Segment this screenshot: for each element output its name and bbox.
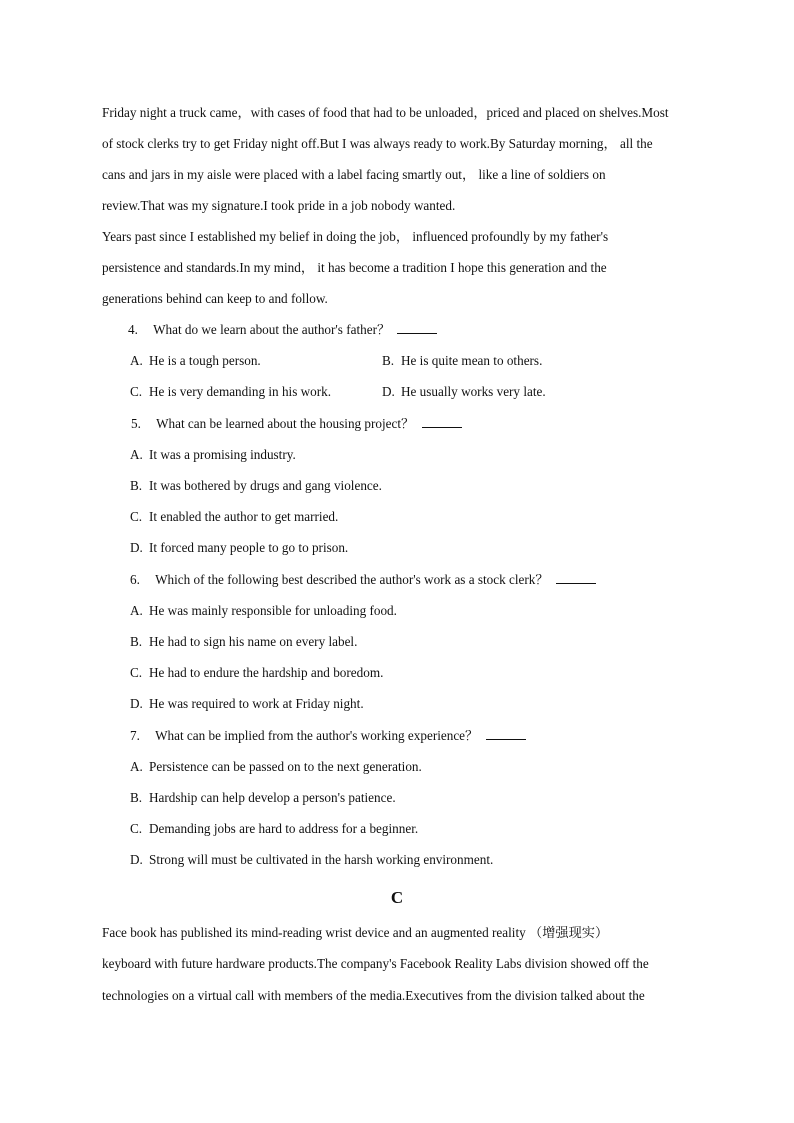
option-a [130, 351, 261, 371]
passage-line: cans and jars in my aisle were placed with a label facing smartly out， like a line of soldiers on [102, 167, 606, 182]
option-text: He was required to work at Friday night. [149, 696, 364, 711]
option-text: Hardship can help develop a person's patience. [149, 790, 396, 805]
passage-line: of stock clerks try to get Friday night off.But I was always ready to work.By Saturday morning， all the [102, 136, 653, 151]
option-a [130, 757, 422, 777]
passage-line: keyboard with future hardware products.The company's Facebook Reality Labs division showed off the [102, 956, 649, 971]
question-text: What can be learned about the housing project？ [156, 416, 415, 431]
option-text: He is very demanding in his work. [149, 384, 332, 399]
passage-line: persistence and standards.In my mind， it has become a tradition I hope this generation and the [102, 260, 607, 275]
passage-line: review.That was my signature.I took pride in a job nobody wanted. [102, 198, 456, 213]
option-d [382, 382, 546, 402]
option-letter: D. [130, 540, 143, 555]
question-7 [130, 726, 526, 746]
option-text: He had to endure the hardship and boredom. [149, 665, 384, 680]
option-text: Persistence can be passed on to the next generation. [149, 759, 422, 774]
answer-blank[interactable] [556, 571, 596, 584]
option-d [130, 850, 493, 870]
option-letter: C. [130, 384, 143, 399]
option-c [130, 507, 338, 527]
question-number: 7. [130, 728, 140, 743]
question-text: What can be implied from the author's working experience？ [155, 728, 479, 743]
answer-blank[interactable] [486, 727, 526, 740]
option-text: He usually works very late. [401, 384, 546, 399]
option-b [130, 788, 396, 808]
option-text: He is a tough person. [149, 353, 261, 368]
question-number: 5. [131, 416, 141, 431]
option-letter: C. [130, 665, 143, 680]
option-text: Demanding jobs are hard to address for a beginner. [149, 821, 419, 836]
passage-line: Face book has published its mind-reading wrist device and an augmented reality （增强现实） [102, 925, 609, 940]
section-heading: C [390, 888, 404, 907]
question-6 [130, 570, 596, 590]
option-text: He was mainly responsible for unloading food. [149, 603, 397, 618]
question-5 [131, 414, 462, 434]
option-c [130, 819, 418, 839]
question-text: What do we learn about the author's father？ [153, 322, 391, 337]
passage-line: technologies on a virtual call with members of the media.Executives from the division talked about the [102, 988, 645, 1003]
option-text: He had to sign his name on every label. [149, 634, 358, 649]
option-d [130, 694, 364, 714]
passage-line: Friday night a truck came，with cases of food that had to be unloaded，priced and placed on shelves.Most [102, 105, 669, 120]
option-letter: A. [130, 603, 143, 618]
option-b [382, 351, 542, 371]
option-text: It forced many people to go to prison. [149, 540, 349, 555]
option-letter: B. [130, 478, 143, 493]
option-text: Strong will must be cultivated in the harsh working environment. [149, 852, 494, 867]
option-letter: B. [382, 353, 395, 368]
passage-line: generations behind can keep to and follow. [102, 291, 328, 306]
option-text: It was a promising industry. [149, 447, 296, 462]
question-text: Which of the following best described the author's work as a stock clerk？ [155, 572, 549, 587]
option-text: It was bothered by drugs and gang violence. [149, 478, 382, 493]
option-c [130, 663, 383, 683]
option-text: He is quite mean to others. [401, 353, 543, 368]
option-letter: A. [130, 353, 143, 368]
option-a [130, 445, 296, 465]
question-number: 4. [128, 322, 138, 337]
option-letter: B. [130, 790, 143, 805]
option-a [130, 601, 397, 621]
option-letter: A. [130, 759, 143, 774]
option-letter: C. [130, 509, 143, 524]
option-letter: D. [130, 696, 143, 711]
option-b [130, 632, 357, 652]
option-d [130, 538, 348, 558]
answer-blank[interactable] [397, 321, 437, 334]
option-letter: B. [130, 634, 143, 649]
option-c [130, 382, 331, 402]
option-letter: D. [382, 384, 395, 399]
option-letter: D. [130, 852, 143, 867]
answer-blank[interactable] [422, 415, 462, 428]
passage-line: Years past since I established my belief in doing the job， influenced profoundly by my father's [102, 229, 609, 244]
option-letter: C. [130, 821, 143, 836]
option-letter: A. [130, 447, 143, 462]
option-text: It enabled the author to get married. [149, 509, 339, 524]
option-b [130, 476, 382, 496]
question-4 [128, 320, 437, 340]
question-number: 6. [130, 572, 140, 587]
